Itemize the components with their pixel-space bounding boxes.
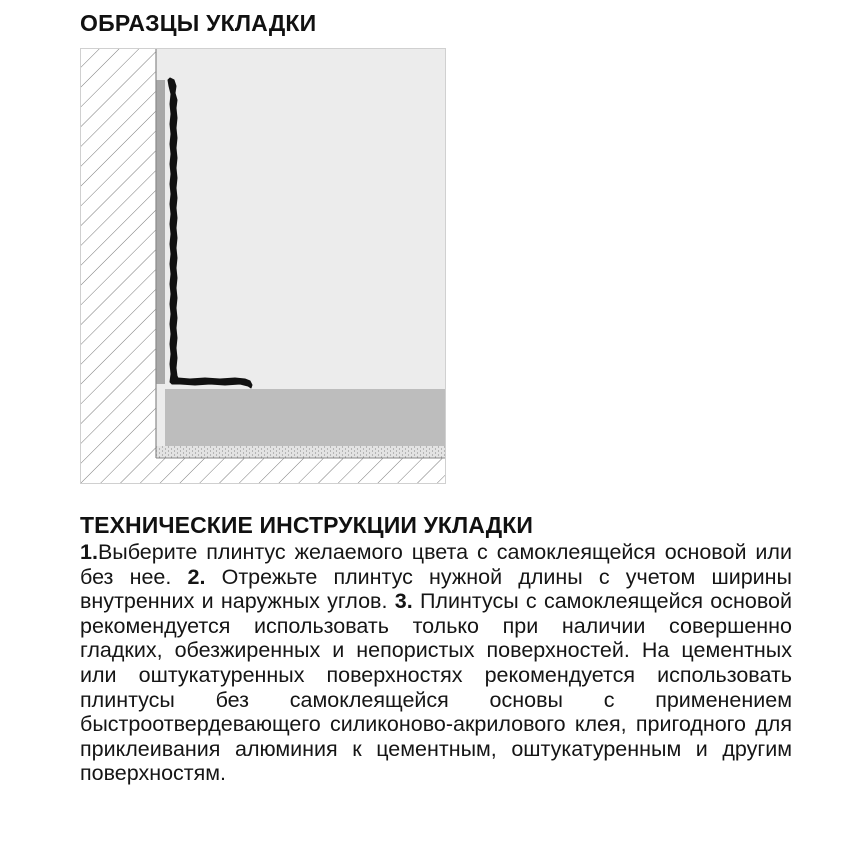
installation-diagram xyxy=(80,48,446,484)
step-number: 1. xyxy=(80,540,98,564)
step-number: 2. xyxy=(187,564,206,589)
floor-base-hatch xyxy=(156,458,446,484)
step-text: Выберите плинтус желаемого цвета с самоклеящейся основой или без нее. xyxy=(80,540,792,589)
baseboard-profile-icon xyxy=(80,48,446,484)
instructions-section xyxy=(80,512,792,786)
instructions-title: ТЕХНИЧЕСКИЕ ИНСТРУКЦИИ УКЛАДКИ xyxy=(80,512,534,538)
wall-hatch xyxy=(80,48,156,484)
adhesive-strip xyxy=(156,80,165,384)
screed-layer xyxy=(156,446,446,458)
instructions-body xyxy=(80,540,792,786)
page-title: ОБРАЗЦЫ УКЛАДКИ xyxy=(80,10,317,36)
step-text: Плинтусы с самоклеящейся основой рекомендуется использовать только при наличии совершенно гладких, обезжиренных и непористых поверхностей. На цементных или оштукатуренных поверхностях рекомендуется использовать плинтусы без самоклеящейся основы с применением быстроотвердевающего силиконово-акрилового клея, пригодного для приклеивания алюминия к цементным, оштукатуренным и другим поверхностям. xyxy=(80,589,792,786)
step-number: 3. xyxy=(394,589,413,614)
step-text: Отрежьте плинтус нужной длины с учетом ширины внутренних и наружных углов. xyxy=(80,564,793,614)
floor-covering xyxy=(165,389,446,446)
